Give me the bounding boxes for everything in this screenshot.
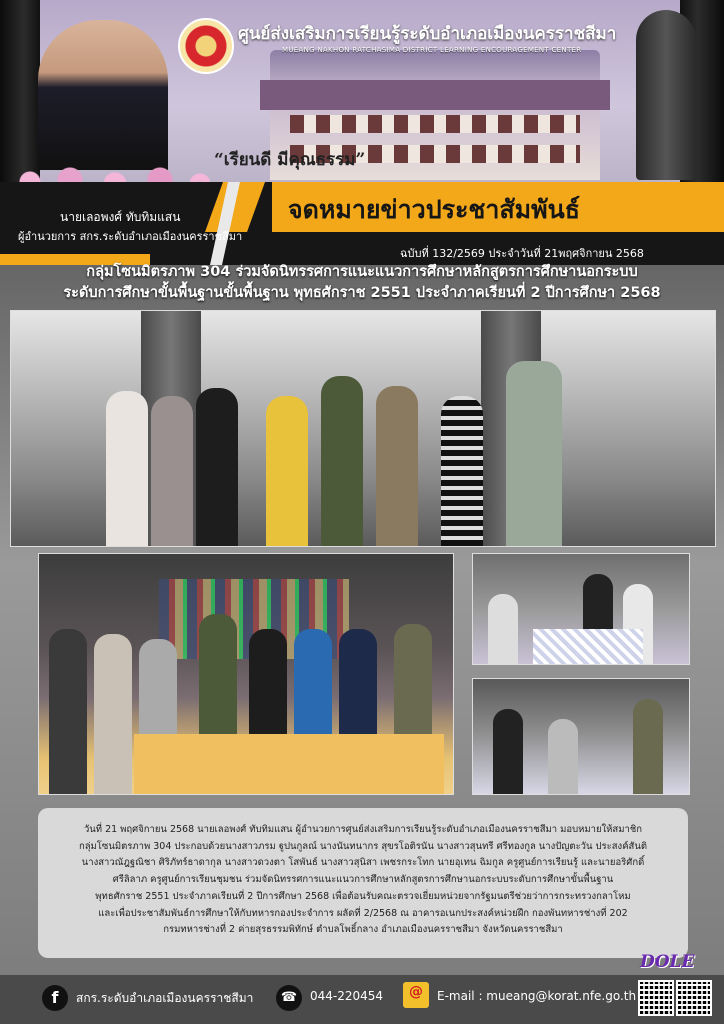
motto: “เรียนดี มีคุณธรรม” [214,150,366,170]
headline-line: ระดับการศึกษาขั้นพื้นฐานขั้นพื้นฐาน พุทธศักราช 2551 ประจำภาคเรียนที่ 2 ปีการศึกษา 2568 [63,285,661,301]
body-line: วันที่ 21 พฤศจิกายน 2568 นายเลอพงศ์ ทับทิมแสน ผู้อำนวยการศูนย์ส่งเสริมการเรียนรู้ระดับอำเภอเมืองนครราชสีมา มอบหมายให้สมาชิก [83,824,643,835]
org-name-en: MUEANG NAKHON RATCHASIMA DISTRICT LEARNING ENCOURAGEMENT CENTER [282,46,582,54]
body-text [48,822,678,939]
qr-code-icon[interactable] [638,980,674,1016]
dole-signature: DOLE [640,952,695,972]
org-logo [178,18,234,74]
director-portrait [38,20,168,170]
email-address[interactable]: E-mail : mueang@korat.nfe.go.th [437,989,637,1003]
director-position: ผู้อำนวยการ สกร.ระดับอำเภอเมืองนครราชสีมา [18,230,243,243]
headline-line: กลุ่มโซนมิตรภาพ 304 ร่วมจัดนิทรรศการแนะแนวการศึกษาหลักสูตรการศึกษานอกระบบ [86,264,638,280]
exhibition-photo [38,553,454,795]
org-name-th: ศูนย์ส่งเสริมการเรียนรู้ระดับอำเภอเมืองนครราชสีมา [238,24,617,44]
facebook-page[interactable]: สกร.ระดับอำเภอเมืองนครราชสีมา [76,991,254,1005]
activity-photo-1 [472,553,690,665]
statue-image [636,10,696,180]
newsletter-title: จดหมายข่าวประชาสัมพันธ์ [288,195,580,224]
activity-photo-2 [472,678,690,795]
email-icon [403,982,429,1008]
body-line: และเพื่อประชาสัมพันธ์การศึกษาให้กับทหารกองประจำการ ผลัดที่ 2/2568 ณ อาคารอเนกประสงค์หน่วยฝึก กองพันทหารช่างที่ 202 [98,907,628,919]
phone-icon: ☎ [276,985,302,1011]
body-line: นางสาวณัฎฐณิชา ศิริภัทร์ธาดากุล นางสาวดวงตา โสพันธ์ นางสาวสุนิสา เพชรกระโทก นายอุเทน ฉิมกูล ครูศูนย์การเรียนรู้ และนายอริศักดิ์ [81,857,645,869]
group-photo [10,310,716,547]
facebook-icon[interactable]: f [42,985,68,1011]
director-name: นายเลอพงศ์ ทับทิมแสน [60,210,181,224]
body-line: กลุ่มโซนมิตรภาพ 304 ประกอบด้วยนางสาวภรม ฐูปนกูลณ์ นางนันทนากร สุขรโอติรนัน นางสาวสุนทรี ศรีทองกูล นางปัญตะวัน ประสงค์สันติ [78,840,648,852]
issue-line: ฉบับที่ 132/2569 ประจำวันที่ 21พฤศจิกายน 2568 [400,247,644,260]
body-line: ศรีลิลาภ ครูศูนย์การเรียนชุมชน ร่วมจัดนิทรรศการแนะแนวการศึกษาหลักสูตรการศึกษานอกระบบระดับการศึกษาขั้นพื้นฐาน [112,874,614,886]
body-line: พุทธศักราช 2551 ประจำภาคเรียนที่ 2 ปีการศึกษา 2568 เพื่อต้อนรับคณะตรวจเยี่ยมหน่วยจากรัฐมนตรีช่วยว่าการกระทรวงกลาโหม [95,890,631,902]
phone-number[interactable]: 044-220454 [310,989,384,1003]
body-line: กรมทหารช่างที่ 2 ค่ายสุรธรรมพิทักษ์ ตำบลโพธิ์กลาง อำเภอเมืองนครราชสีมา จังหวัดนครราชสีมา [163,924,563,936]
qr-code-icon[interactable] [676,980,712,1016]
headline [0,262,724,304]
